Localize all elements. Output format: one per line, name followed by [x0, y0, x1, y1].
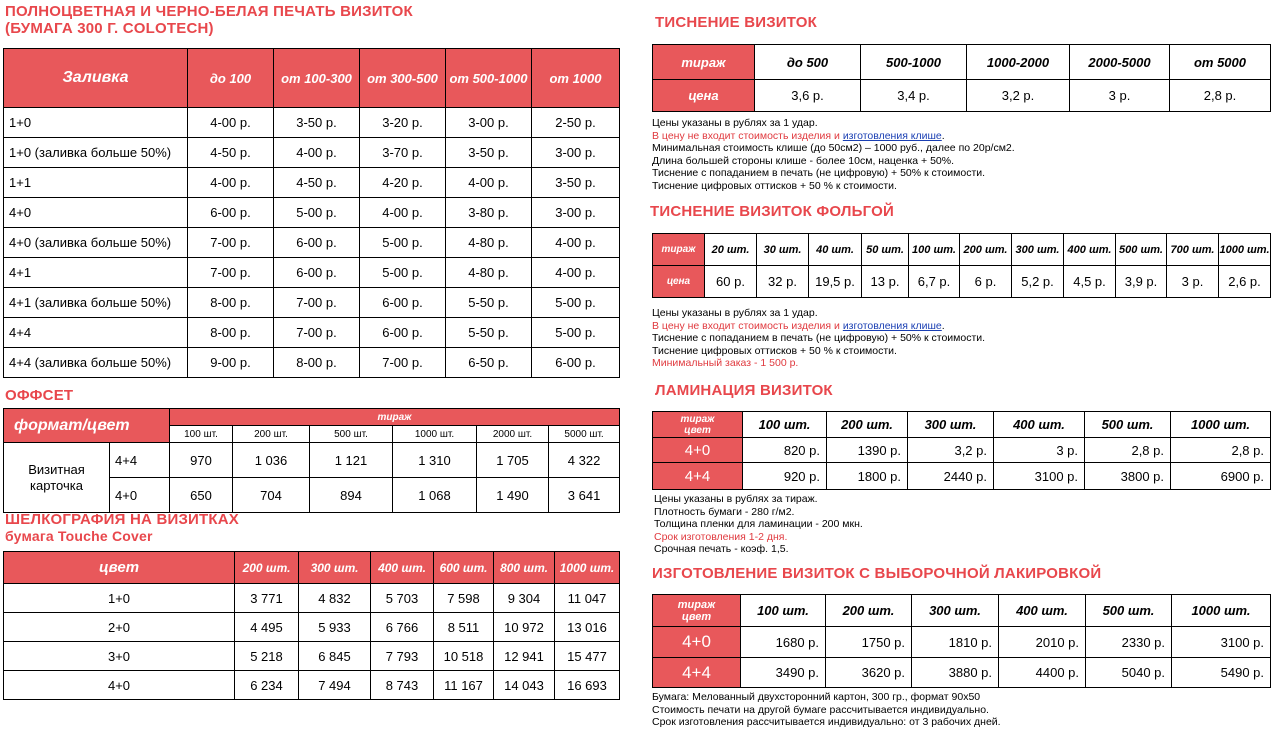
- price-cell: 7-00 р.: [360, 348, 446, 378]
- note-line: Толщина пленки для ламинации - 200 мкн.: [654, 518, 863, 531]
- price-cell: 16 693: [555, 671, 620, 700]
- table-row: [4, 318, 620, 348]
- price-cell: 7 793: [371, 642, 434, 671]
- embossing-price-row: [653, 80, 1271, 112]
- price-cell: 10 518: [434, 642, 494, 671]
- corner-top: тираж: [680, 413, 715, 425]
- price-cell: 3,9 р.: [1116, 266, 1167, 298]
- color-cell: 1+0: [4, 584, 235, 613]
- lamination-table: [652, 411, 1271, 490]
- price-cell: 19,5 р.: [809, 266, 862, 298]
- embossing-notes: [652, 117, 1015, 193]
- table-row: [4, 108, 620, 138]
- price-cell: 8 743: [371, 671, 434, 700]
- color-cell: 4+0: [110, 478, 170, 513]
- price-cell: 3,2 р.: [908, 438, 994, 463]
- color-cell: 4+4: [653, 463, 743, 490]
- varnish-notes: [652, 691, 1001, 729]
- cliche-link[interactable]: изготовления клише: [842, 319, 942, 332]
- lamination-notes: [654, 493, 863, 556]
- price-cell: 5-00 р.: [274, 198, 360, 228]
- price-cell: 7 494: [299, 671, 371, 700]
- embossing-qty-row: [653, 45, 1271, 80]
- note-line: Тиснение с попаданием в печать (не цифровую) + 50% к стоимости.: [652, 167, 986, 180]
- price-cell: 7-00 р.: [274, 288, 360, 318]
- price-cell: 3,6 р.: [755, 80, 861, 112]
- table-row: [4, 443, 620, 478]
- price-cell: 5 218: [235, 642, 299, 671]
- price-cell: 4-00 р.: [360, 198, 446, 228]
- offset-title: ОФФСЕТ: [5, 387, 74, 404]
- price-cell: 12 941: [494, 642, 555, 671]
- price-cell: 5,2 р.: [1012, 266, 1064, 298]
- row-label: 4+0 (заливка больше 50%): [4, 228, 188, 258]
- color-cell: 4+0: [653, 627, 741, 658]
- table-row: [4, 584, 620, 613]
- header-col: 200 шт.: [235, 552, 299, 584]
- qty-cell: 200 шт.: [233, 426, 310, 443]
- price-cell: 9 304: [494, 584, 555, 613]
- price-cell: 1 121: [310, 443, 393, 478]
- foil-title: ТИСНЕНИЕ ВИЗИТОК ФОЛЬГОЙ: [650, 203, 894, 220]
- price-cell: 8 511: [434, 613, 494, 642]
- format-color-header: формат/цвет: [4, 409, 170, 443]
- note-line: Длина большей стороны клише - более 10см, наценка + 50%.: [652, 154, 955, 167]
- header-col: 400 шт.: [371, 552, 434, 584]
- price-cell: 8-00 р.: [188, 318, 274, 348]
- qty-cell: 5000 шт.: [549, 426, 620, 443]
- tirazh-header: тираж: [170, 409, 620, 426]
- row-label: 1+0: [4, 108, 188, 138]
- qty-cell: 1000 шт.: [1219, 234, 1271, 266]
- qty-cell: 1000 шт.: [1171, 412, 1271, 438]
- qty-cell: 500 шт.: [1086, 595, 1172, 627]
- price-cell: 4-50 р.: [188, 138, 274, 168]
- note-red: Срок изготовления 1-2 дня.: [654, 530, 788, 543]
- price-cell: 920 р.: [743, 463, 827, 490]
- price-cell: 6-00 р.: [274, 228, 360, 258]
- qty-cell: 500 шт.: [1085, 412, 1171, 438]
- price-cell: 2,8 р.: [1171, 438, 1271, 463]
- header-col: 1000 шт.: [555, 552, 620, 584]
- note-line: Цены указаны в рублях за 1 удар.: [652, 117, 818, 129]
- qty-cell: 700 шт.: [1167, 234, 1219, 266]
- table-row: [4, 258, 620, 288]
- price-cell: 6-00 р.: [532, 348, 620, 378]
- price-cell: 2,6 р.: [1219, 266, 1271, 298]
- price-cell: 5-00 р.: [532, 288, 620, 318]
- note-red: Минимальный заказ - 1 500 р.: [652, 357, 799, 370]
- qty-cell: 200 шт.: [827, 412, 908, 438]
- price-cell: 2-50 р.: [532, 108, 620, 138]
- price-cell: 4-00 р.: [274, 138, 360, 168]
- qty-cell: 200 шт.: [826, 595, 912, 627]
- price-cell: 3-50 р.: [532, 168, 620, 198]
- corner-bottom: цвет: [681, 610, 712, 623]
- price-cell: 60 р.: [705, 266, 757, 298]
- price-cell: 4-50 р.: [274, 168, 360, 198]
- price-cell: 14 043: [494, 671, 555, 700]
- price-cell: 2440 р.: [908, 463, 994, 490]
- note-dot: .: [941, 319, 945, 332]
- price-cell: 1800 р.: [827, 463, 908, 490]
- row-label: 4+1: [4, 258, 188, 288]
- table-row: [653, 463, 1271, 490]
- cliche-link[interactable]: изготовления клише: [842, 129, 942, 142]
- price-cell: 3,4 р.: [861, 80, 967, 112]
- price-cell: 32 р.: [757, 266, 809, 298]
- qty-cell: 400 шт.: [994, 412, 1085, 438]
- row-label: 1+1: [4, 168, 188, 198]
- price-cell: 6,7 р.: [909, 266, 960, 298]
- header-col: 800 шт.: [494, 552, 555, 584]
- qty-cell: 30 шт.: [757, 234, 809, 266]
- corner-top: тираж: [677, 598, 716, 611]
- price-cell: 4-00 р.: [188, 168, 274, 198]
- table-row: [4, 642, 620, 671]
- foil-price-row: [653, 266, 1271, 298]
- silk-subtitle: бумага Touche Cover: [5, 528, 153, 544]
- header-col: от 1000: [532, 49, 620, 108]
- price-cell: 4 832: [299, 584, 371, 613]
- price-cell: 7-00 р.: [188, 228, 274, 258]
- offset-header-row: [4, 409, 620, 426]
- price-cell: 2010 р.: [999, 627, 1086, 658]
- qty-cell: 500 шт.: [1116, 234, 1167, 266]
- price-cell: 1390 р.: [827, 438, 908, 463]
- table-row: [653, 438, 1271, 463]
- row-label-tirazh: тираж: [653, 45, 755, 80]
- color-cell: 2+0: [4, 613, 235, 642]
- qty-cell: 400 шт.: [1064, 234, 1116, 266]
- table-row: [653, 658, 1271, 688]
- price-cell: 3880 р.: [912, 658, 999, 688]
- price-cell: 7 598: [434, 584, 494, 613]
- price-cell: 6-50 р.: [446, 348, 532, 378]
- price-cell: 3 р.: [994, 438, 1085, 463]
- foil-qty-row: [653, 234, 1271, 266]
- lamination-title: ЛАМИНАЦИЯ ВИЗИТОК: [655, 382, 833, 399]
- header-color: цвет: [4, 552, 235, 584]
- corner-cell: [653, 412, 743, 438]
- qty-cell: 400 шт.: [999, 595, 1086, 627]
- price-cell: 1 705: [477, 443, 549, 478]
- price-cell: 4-00 р.: [188, 108, 274, 138]
- price-cell: 3 771: [235, 584, 299, 613]
- row-label-tirazh: тираж: [653, 234, 705, 266]
- table-row: [653, 627, 1271, 658]
- price-cell: 6-00 р.: [188, 198, 274, 228]
- price-cell: 1750 р.: [826, 627, 912, 658]
- qty-cell: 200 шт.: [960, 234, 1012, 266]
- full-color-table: [3, 48, 620, 378]
- price-cell: 6 р.: [960, 266, 1012, 298]
- qty-cell: 1000-2000: [967, 45, 1070, 80]
- price-cell: 3-50 р.: [446, 138, 532, 168]
- price-cell: 704: [233, 478, 310, 513]
- price-cell: 3100 р.: [994, 463, 1085, 490]
- price-cell: 1810 р.: [912, 627, 999, 658]
- header-col: 600 шт.: [434, 552, 494, 584]
- qty-cell: от 5000: [1170, 45, 1271, 80]
- qty-cell: 100 шт.: [741, 595, 826, 627]
- table-row: [4, 671, 620, 700]
- qty-cell: 50 шт.: [862, 234, 909, 266]
- varnish-title: ИЗГОТОВЛЕНИЕ ВИЗИТОК С ВЫБОРОЧНОЙ ЛАКИРОВКОЙ: [652, 565, 1102, 582]
- price-cell: 15 477: [555, 642, 620, 671]
- note-line: Цены указаны в рублях за 1 удар.: [652, 307, 818, 319]
- note-line: Срочная печать - коэф. 1,5.: [654, 543, 789, 556]
- full-color-body: [4, 108, 620, 378]
- qty-cell: 40 шт.: [809, 234, 862, 266]
- qty-cell: 20 шт.: [705, 234, 757, 266]
- price-cell: 3620 р.: [826, 658, 912, 688]
- price-cell: 4-80 р.: [446, 258, 532, 288]
- price-cell: 5 933: [299, 613, 371, 642]
- color-cell: 4+0: [653, 438, 743, 463]
- item-label-line1: Визитная: [28, 461, 85, 477]
- note-line: Цены указаны в рублях за тираж.: [654, 493, 818, 505]
- note-line: Тиснение с попаданием в печать (не цифровую) + 50% к стоимости.: [652, 332, 986, 345]
- price-cell: 1 490: [477, 478, 549, 513]
- qty-cell: 100 шт.: [170, 426, 233, 443]
- price-cell: 3800 р.: [1085, 463, 1171, 490]
- qty-cell: 300 шт.: [908, 412, 994, 438]
- price-cell: 2,8 р.: [1085, 438, 1171, 463]
- table-row: [4, 138, 620, 168]
- price-cell: 5490 р.: [1172, 658, 1271, 688]
- price-cell: 13 р.: [862, 266, 909, 298]
- note-line: Бумага: Мелованный двухсторонний картон, 300 гр., формат 90х50: [652, 691, 981, 703]
- header-fill: Заливка: [4, 49, 188, 108]
- silk-table: [3, 551, 620, 700]
- note-red: В цену не входит стоимость изделия и: [652, 129, 843, 142]
- row-label: 4+0: [4, 198, 188, 228]
- price-cell: 11 167: [434, 671, 494, 700]
- lamination-header-row: [653, 412, 1271, 438]
- qty-cell: до 500: [755, 45, 861, 80]
- table-row: [4, 198, 620, 228]
- qty-cell: 500 шт.: [310, 426, 393, 443]
- price-cell: 5-00 р.: [360, 228, 446, 258]
- price-cell: 3-50 р.: [274, 108, 360, 138]
- color-cell: 4+0: [4, 671, 235, 700]
- price-cell: 10 972: [494, 613, 555, 642]
- note-line: Плотность бумаги - 280 г/м2.: [654, 505, 795, 518]
- price-cell: 1 310: [393, 443, 477, 478]
- price-cell: 5-50 р.: [446, 318, 532, 348]
- price-cell: 3490 р.: [741, 658, 826, 688]
- header-col: от 300-500: [360, 49, 446, 108]
- qty-cell: 2000-5000: [1070, 45, 1170, 80]
- price-cell: 3-80 р.: [446, 198, 532, 228]
- price-cell: 894: [310, 478, 393, 513]
- corner-bottom: цвет: [684, 424, 711, 436]
- table-row: [4, 348, 620, 378]
- price-cell: 4-00 р.: [532, 228, 620, 258]
- price-cell: 3-00 р.: [446, 108, 532, 138]
- note-red: В цену не входит стоимость изделия и: [652, 319, 843, 332]
- item-label: [4, 443, 110, 513]
- header-col: до 100: [188, 49, 274, 108]
- price-cell: 5-00 р.: [360, 258, 446, 288]
- price-cell: 4400 р.: [999, 658, 1086, 688]
- price-cell: 3 р.: [1167, 266, 1219, 298]
- price-cell: 970: [170, 443, 233, 478]
- price-cell: 3 р.: [1070, 80, 1170, 112]
- foil-notes: [652, 307, 985, 370]
- table-row: [4, 228, 620, 258]
- table-row: [4, 168, 620, 198]
- note-line: Тиснение цифровых оттисков + 50 % к стоимости.: [652, 179, 897, 192]
- price-cell: 11 047: [555, 584, 620, 613]
- silk-title: [5, 511, 239, 545]
- qty-cell: 1000 шт.: [393, 426, 477, 443]
- price-cell: 3-00 р.: [532, 138, 620, 168]
- full-color-title: [5, 3, 413, 37]
- price-cell: 13 016: [555, 613, 620, 642]
- table-row: [4, 288, 620, 318]
- price-cell: 4-20 р.: [360, 168, 446, 198]
- price-cell: 1 036: [233, 443, 310, 478]
- price-cell: 4-80 р.: [446, 228, 532, 258]
- price-cell: 4 495: [235, 613, 299, 642]
- price-cell: 2330 р.: [1086, 627, 1172, 658]
- color-cell: 4+4: [110, 443, 170, 478]
- qty-cell: 1000 шт.: [1172, 595, 1271, 627]
- price-cell: 3,2 р.: [967, 80, 1070, 112]
- row-label: 1+0 (заливка больше 50%): [4, 138, 188, 168]
- varnish-header-row: [653, 595, 1271, 627]
- price-cell: 2,8 р.: [1170, 80, 1271, 112]
- note-line: Стоимость печати на другой бумаге рассчитывается индивидуально.: [652, 703, 989, 716]
- qty-cell: 100 шт.: [909, 234, 960, 266]
- price-cell: 8-00 р.: [188, 288, 274, 318]
- corner-cell: [653, 595, 741, 627]
- qty-cell: 300 шт.: [1012, 234, 1064, 266]
- row-label: 4+4 (заливка больше 50%): [4, 348, 188, 378]
- color-cell: 4+4: [653, 658, 741, 688]
- price-cell: 4 322: [549, 443, 620, 478]
- qty-cell: 100 шт.: [743, 412, 827, 438]
- price-cell: 5-00 р.: [532, 318, 620, 348]
- silk-header-row: [4, 552, 620, 584]
- header-col: от 100-300: [274, 49, 360, 108]
- offset-table: [3, 408, 620, 513]
- price-cell: 6 845: [299, 642, 371, 671]
- row-label: 4+1 (заливка больше 50%): [4, 288, 188, 318]
- price-cell: 9-00 р.: [188, 348, 274, 378]
- price-cell: 6-00 р.: [360, 318, 446, 348]
- price-cell: 7-00 р.: [274, 318, 360, 348]
- price-cell: 1 068: [393, 478, 477, 513]
- price-cell: 5-50 р.: [446, 288, 532, 318]
- price-cell: 6900 р.: [1171, 463, 1271, 490]
- table-row: [4, 613, 620, 642]
- row-label-price: цена: [653, 80, 755, 112]
- price-cell: 5040 р.: [1086, 658, 1172, 688]
- qty-cell: 500-1000: [861, 45, 967, 80]
- embossing-table: [652, 44, 1271, 112]
- note-line: [652, 320, 985, 333]
- price-cell: 820 р.: [743, 438, 827, 463]
- note-line: [652, 130, 1015, 143]
- price-cell: 4,5 р.: [1064, 266, 1116, 298]
- silk-title-line1: ШЕЛКОГРАФИЯ НА ВИЗИТКАХ: [5, 511, 239, 528]
- foil-table: [652, 233, 1271, 298]
- header-col: 300 шт.: [299, 552, 371, 584]
- color-cell: 3+0: [4, 642, 235, 671]
- price-cell: 3 641: [549, 478, 620, 513]
- note-dot: .: [941, 129, 945, 142]
- item-label-line2: карточка: [30, 477, 83, 493]
- price-cell: 3-20 р.: [360, 108, 446, 138]
- full-color-title-line2: (БУМАГА 300 Г. COLOTECH): [5, 20, 214, 37]
- price-cell: 3-00 р.: [532, 198, 620, 228]
- qty-cell: 2000 шт.: [477, 426, 549, 443]
- price-cell: 6 234: [235, 671, 299, 700]
- row-label-price: цена: [653, 266, 705, 298]
- price-cell: 4-00 р.: [446, 168, 532, 198]
- price-cell: 650: [170, 478, 233, 513]
- note-line: Тиснение цифровых оттисков + 50 % к стоимости.: [652, 344, 897, 357]
- price-cell: 6-00 р.: [274, 258, 360, 288]
- note-line: Срок изготовления рассчитывается индивидуально: от 3 рабочих дней.: [652, 716, 1001, 729]
- price-cell: 5 703: [371, 584, 434, 613]
- note-line: Минимальная стоимость клише (до 50см2) – 1000 руб., далее по 20р/см2.: [652, 142, 1015, 155]
- row-label: 4+4: [4, 318, 188, 348]
- price-cell: 6 766: [371, 613, 434, 642]
- price-cell: 8-00 р.: [274, 348, 360, 378]
- price-cell: 3-70 р.: [360, 138, 446, 168]
- price-cell: 4-00 р.: [532, 258, 620, 288]
- qty-cell: 300 шт.: [912, 595, 999, 627]
- full-color-header-row: [4, 49, 620, 108]
- price-cell: 3100 р.: [1172, 627, 1271, 658]
- full-color-title-line1: ПОЛНОЦВЕТНАЯ И ЧЕРНО-БЕЛАЯ ПЕЧАТЬ ВИЗИТОК: [5, 3, 413, 20]
- embossing-title: ТИСНЕНИЕ ВИЗИТОК: [655, 14, 818, 31]
- price-cell: 6-00 р.: [360, 288, 446, 318]
- price-cell: 7-00 р.: [188, 258, 274, 288]
- varnish-table: [652, 594, 1271, 688]
- header-col: от 500-1000: [446, 49, 532, 108]
- price-cell: 1680 р.: [741, 627, 826, 658]
